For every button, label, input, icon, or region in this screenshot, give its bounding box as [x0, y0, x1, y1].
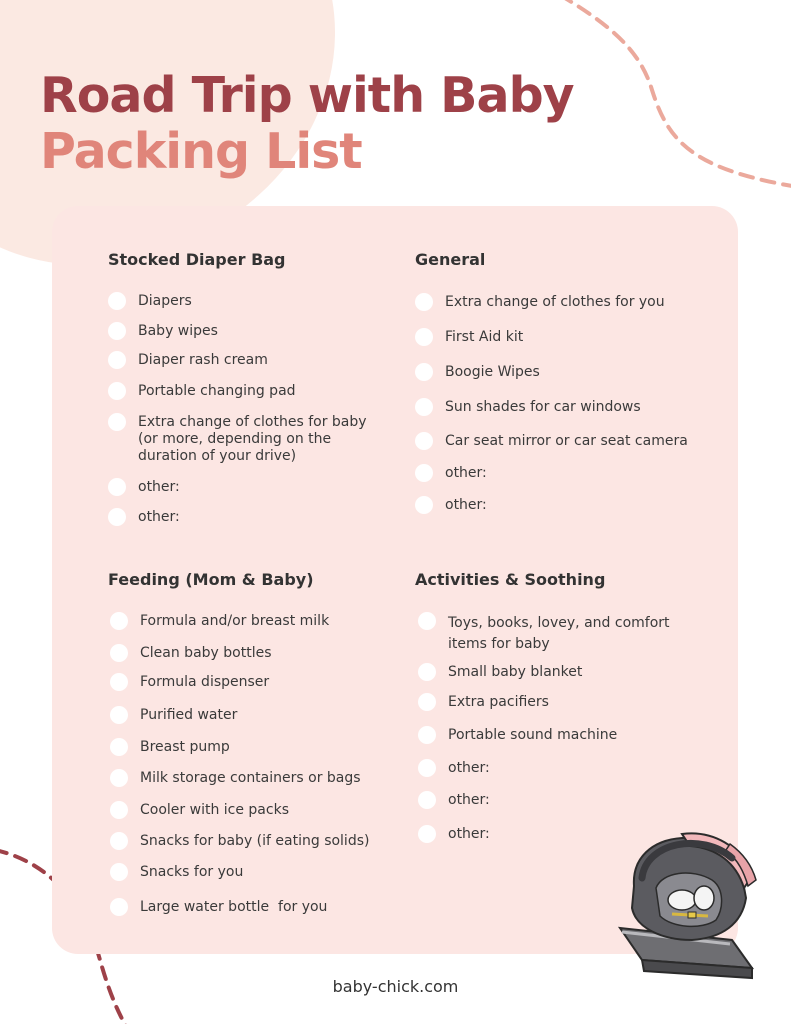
checkbox-circle[interactable] [110, 769, 128, 787]
page-title [40, 68, 574, 180]
checkbox-circle[interactable] [415, 293, 433, 311]
checklist-item[interactable]: Milk storage containers or bags [110, 770, 400, 787]
checkbox-circle[interactable] [110, 801, 128, 819]
checklist-item[interactable]: Formula dispenser [110, 674, 400, 691]
checklist-item[interactable]: Cooler with ice packs [110, 802, 400, 819]
checkbox-circle[interactable] [110, 898, 128, 916]
checkbox-circle[interactable] [110, 612, 128, 630]
checklist-item[interactable]: other: [415, 497, 735, 514]
checklist-item[interactable]: other: [415, 465, 735, 482]
checklist-item[interactable]: Snacks for you [110, 864, 400, 881]
checkbox-circle[interactable] [108, 322, 126, 340]
checkbox-circle[interactable] [418, 663, 436, 681]
checklist-item[interactable]: Baby wipes [108, 323, 388, 340]
checkbox-circle[interactable] [110, 673, 128, 691]
section-general [415, 250, 688, 513]
car-seat-illustration [612, 828, 762, 988]
checkbox-circle[interactable] [110, 863, 128, 881]
checkbox-circle[interactable] [418, 791, 436, 809]
checkbox-circle[interactable] [415, 363, 433, 381]
checklist-item[interactable]: Extra change of clothes for baby (or more, depending on the duration of your drive) [108, 414, 388, 465]
checkbox-circle[interactable] [415, 464, 433, 482]
checkbox-circle[interactable] [415, 328, 433, 346]
checklist-item[interactable]: Purified water [110, 707, 400, 724]
checkbox-circle[interactable] [415, 398, 433, 416]
checkbox-circle[interactable] [418, 825, 436, 843]
section-activities-soothing [415, 570, 670, 842]
checklist-item[interactable]: other: [418, 792, 693, 809]
section-heading: Activities & Soothing [415, 570, 606, 589]
checklist-item[interactable]: Breast pump [110, 739, 400, 756]
checklist-item[interactable]: Portable changing pad [108, 383, 388, 400]
checkbox-circle[interactable] [418, 612, 436, 630]
checklist-item[interactable]: Diaper rash cream [108, 352, 388, 369]
checklist-item[interactable]: Boogie Wipes [415, 364, 735, 381]
checkbox-circle[interactable] [418, 726, 436, 744]
checkbox-circle[interactable] [110, 738, 128, 756]
checkbox-circle[interactable] [415, 432, 433, 450]
checklist-item[interactable]: Formula and/or breast milk [110, 613, 400, 630]
section-heading: General [415, 250, 486, 269]
section-heading: Stocked Diaper Bag [108, 250, 286, 269]
checkbox-circle[interactable] [418, 759, 436, 777]
section-heading: Feeding (Mom & Baby) [108, 570, 314, 589]
checkbox-circle[interactable] [108, 382, 126, 400]
checklist-item[interactable]: Toys, books, lovey, and comfort items for baby [418, 613, 693, 655]
checklist-item[interactable]: Sun shades for car windows [415, 399, 735, 416]
title-line-2: Packing List [40, 123, 362, 180]
checkbox-circle[interactable] [108, 413, 126, 431]
title-line-1: Road Trip with Baby [40, 67, 574, 124]
checklist-item[interactable]: First Aid kit [415, 329, 735, 346]
footer-website: baby-chick.com [332, 977, 459, 996]
checkbox-circle[interactable] [418, 693, 436, 711]
section-stocked-diaper-bag [108, 250, 367, 525]
checkbox-circle[interactable] [110, 706, 128, 724]
checklist-item[interactable]: Car seat mirror or car seat camera [415, 433, 735, 450]
section-feeding [108, 570, 370, 915]
checkbox-circle[interactable] [108, 508, 126, 526]
checklist-item[interactable]: Small baby blanket [418, 664, 693, 681]
checkbox-circle[interactable] [108, 292, 126, 310]
checklist-item[interactable]: Extra change of clothes for you [415, 294, 735, 311]
checklist-item[interactable]: Diapers [108, 293, 388, 310]
checkbox-circle[interactable] [108, 478, 126, 496]
checklist-item[interactable]: other: [418, 826, 693, 843]
checklist-item[interactable]: other: [108, 509, 388, 526]
checkbox-circle[interactable] [110, 644, 128, 662]
checkbox-circle[interactable] [108, 351, 126, 369]
checkbox-circle[interactable] [110, 832, 128, 850]
checklist-item[interactable]: Clean baby bottles [110, 645, 400, 662]
checklist-item[interactable]: Snacks for baby (if eating solids) [110, 833, 410, 850]
checklist-item[interactable]: other: [418, 760, 693, 777]
checklist-item[interactable]: other: [108, 479, 388, 496]
checklist-item[interactable]: Portable sound machine [418, 727, 693, 744]
checklist-item[interactable]: Extra pacifiers [418, 694, 693, 711]
checkbox-circle[interactable] [415, 496, 433, 514]
checklist-item[interactable]: Large water bottle for you [110, 899, 400, 916]
